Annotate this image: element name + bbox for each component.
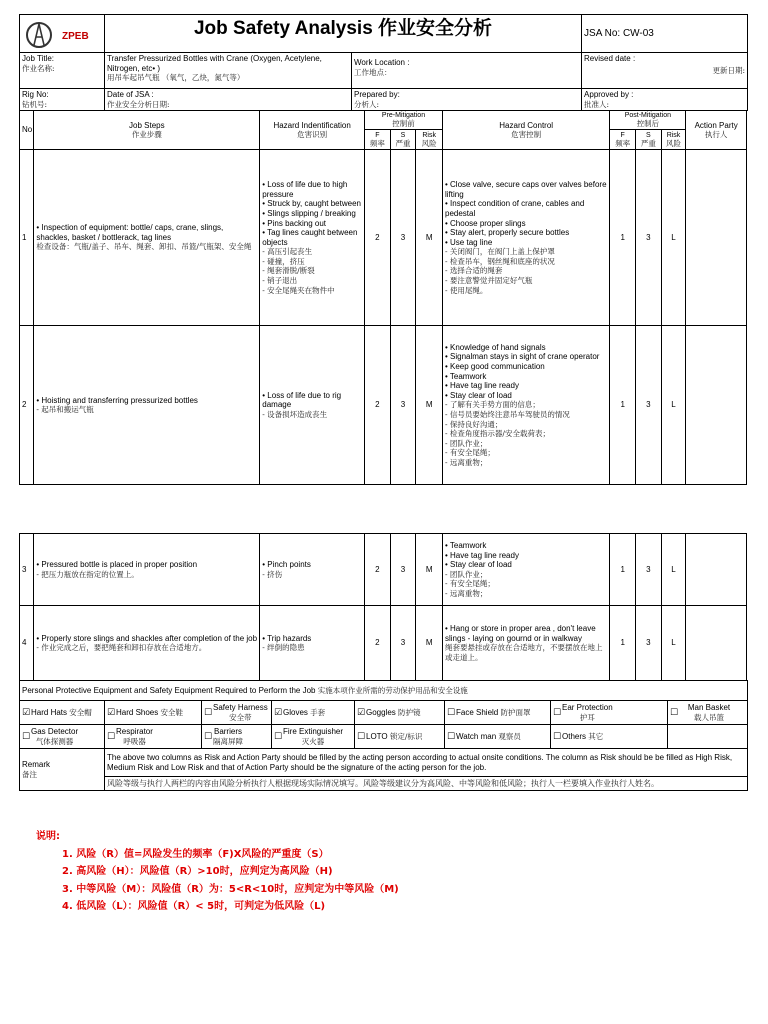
control-item: • Inspect condition of crane, cables and pedestal [445,199,585,218]
company-logo [22,19,100,49]
control-item: • Have tag line ready [445,381,519,391]
hazard-item: • Tag lines caught between objects [262,228,358,247]
hazard-item: • Slings slipping / breaking [262,208,356,218]
action-party-cell[interactable] [686,606,747,681]
ppe-item [445,725,551,749]
ppe-item [355,701,445,725]
checkbox-icon[interactable]: ☐ [553,730,562,741]
ppe-label-cn: 呼吸器 [123,736,146,746]
hazard-control-cell [443,606,610,681]
post-f-en: F [620,131,625,139]
control-item: • Signalman stays in sight of crane operator [445,352,600,362]
ppe-item [668,701,748,725]
job-step-cell [34,150,260,326]
pre-severity: 3 [390,326,416,485]
control-item: • Teamwork [445,371,487,381]
ppe-item [202,701,272,725]
logo-cell [20,15,105,53]
hazard-item-cn: - 高压引起丧生 [262,247,313,257]
col-hazard-control-header [443,111,610,150]
ppe-item [105,701,202,725]
col-job-steps-en: Job Steps [129,120,165,130]
pre-s-header [390,130,416,150]
pre-mitigation-cn: 控制前 [392,119,415,129]
pre-frequency: 2 [365,150,391,326]
pre-risk: M [416,606,443,681]
control-item-cn: - 选择合适的绳套 [445,266,503,276]
pre-risk-en: Risk [422,131,436,139]
post-severity: 3 [636,606,662,681]
ppe-item [20,725,105,749]
notes-section [36,828,399,916]
hazard-control-cell [443,534,610,606]
checkbox-icon[interactable]: ☐ [357,730,366,741]
checkbox-icon[interactable]: ☐ [204,706,213,717]
remark-row-cn [20,777,748,791]
table-row [20,150,747,326]
ppe-label-cn: 防护面罩 [500,707,531,717]
notes-title: 说明: [36,831,60,842]
table-row [20,326,747,485]
job-step-text: • Pressured bottle is placed in proper position [36,560,198,570]
job-step-cell [34,534,260,606]
col-hazard-id-header [260,111,365,150]
job-step-text-cn: - 起吊和搬运气瓶 [36,405,94,415]
ppe-item [272,725,355,749]
control-item-cn: - 远离重物； [445,457,488,467]
remark-row [20,749,748,777]
prepared-by-cell [352,89,582,111]
hazard-cell [260,150,365,326]
post-risk: L [661,326,686,485]
hazard-item-cn: - 设备损坏造成丧生 [262,409,328,419]
ppe-label: Hard Hats [31,707,68,717]
col-job-steps-cn: 作业步骤 [131,130,162,140]
rig-no-cell [20,89,105,111]
ppe-row-1 [20,701,748,725]
ppe-row-2 [20,725,748,749]
table-row [20,534,747,606]
ppe-label-cn: 安全带 [229,712,252,722]
ppe-label-cn: 防护镜 [398,707,421,717]
ppe-label: LOTO [366,731,388,741]
checkbox-icon[interactable]: ☐ [204,730,213,741]
post-risk-cn: 风险 [666,138,681,148]
ppe-label-cn: 安全鞋 [160,707,183,717]
note-item-1: 1. 风险（R）值=风险发生的频率（F)X风险的严重度（S） [62,848,329,860]
hazard-item: • Struck by, caught between [262,199,361,209]
control-item-cn: - 远离重物； [445,588,488,598]
date-of-jsa-label-cn: 作业安全分析日期: [107,99,170,109]
post-s-en: S [646,131,651,139]
control-item: • Have tag line ready [445,550,519,560]
date-of-jsa-cell [105,89,352,111]
action-party-cell[interactable] [686,534,747,606]
post-risk-header [661,130,686,150]
ppe-label-cn: 其它 [588,731,604,741]
post-risk: L [661,150,686,326]
checkbox-icon[interactable]: ☐ [274,730,283,741]
ppe-label: Gloves [283,707,308,717]
ppe-heading-en: Personal Protective Equipment and Safety Equipment Required to Perform the Job [22,685,316,695]
checkbox-icon[interactable]: ☑ [107,706,116,717]
prepared-by-label: Prepared by: [354,90,400,99]
col-job-steps-header [34,111,260,150]
pre-frequency: 2 [365,534,391,606]
control-item-cn: - 了解有关手势方面的信息； [445,400,540,410]
control-item-cn: - 使用尾绳。 [445,285,488,295]
col-no-header: No [20,111,34,150]
logo-text: ZPEB [62,30,89,42]
rig-no-label-cn: 钻机号: [22,99,48,109]
pre-risk-header [416,130,443,150]
analysis-table-part1 [19,110,747,485]
control-item-cn: - 检查吊车，钢丝绳和底座的状况 [445,256,555,266]
control-item-cn: - 有安全尾绳； [445,448,495,458]
ppe-label-wrap [116,727,153,746]
control-item: • Hang or store in proper area , don't leave slings - laying on gournd or in walkway [445,624,596,643]
col-hazard-id-cn: 危害识别 [297,130,328,140]
work-location-label: Work Location : [354,58,410,67]
job-title-value-cell [105,53,352,89]
post-severity: 3 [636,534,662,606]
ppe-item [355,725,445,749]
control-item: • Knowledge of hand signals [445,342,546,352]
pre-severity: 3 [390,150,416,326]
hazard-cell [260,534,365,606]
hazard-cell [260,326,365,485]
checkbox-icon[interactable]: ☑ [274,706,283,717]
ppe-label-wrap [562,703,613,722]
approved-by-label-cn: 批准人: [584,99,610,109]
control-item: • Stay clear of load [445,390,512,400]
hazard-item: • Pinch points [262,560,311,570]
remark-label-cell [20,749,105,791]
revised-date-label-cn: 更新日期: [712,65,746,75]
step-number: 2 [20,326,34,485]
hazard-item-cn: - 绊倒的隐患 [262,643,305,653]
col-action-party-cn: 执行人 [704,130,728,140]
revised-date-cell [582,53,748,89]
ppe-label-wrap [31,727,78,746]
control-item-cn: - 团队作业； [445,569,488,579]
post-s-cn: 严重 [640,138,656,148]
ppe-label: Face Shield [456,707,499,717]
step-number: 3 [20,534,34,606]
ppe-empty-cell [668,725,748,749]
table-row [20,606,747,681]
control-item: • Stay clear of load [445,560,512,570]
post-f-cn: 频率 [615,138,631,148]
approved-by-cell [582,89,748,111]
ppe-label-cn: 护耳 [579,712,595,722]
table-header-row-1 [20,111,747,130]
job-title-label-cn: 作业名称: [22,63,55,73]
prepared-by-label-cn: 分析人: [354,99,380,109]
control-item-cn: - 信号员要始终注意吊车驾驶员的情况 [445,409,570,419]
control-item-cn: - 保持良好沟通； [445,419,503,429]
ppe-label-cn: 灭火器 [301,736,325,746]
remark-text-cn: 风险等级与执行人两栏的内容由风险分析执行人根据现场实际情况填写。风险等级建议分为高风险、中等风险和低风险；执行人一栏要填入作业执行人姓名。 [105,777,748,791]
ppe-label-wrap [679,703,739,722]
pre-f-en: F [375,131,380,139]
hazard-item: • Loss of life due to rig damage [262,390,342,410]
control-item-cn: - 团队作业； [445,438,488,448]
hazard-item: • Trip hazards [262,633,312,643]
post-frequency: 1 [610,534,636,606]
revised-date-label: Revised date : [584,54,636,63]
job-step-cell [34,606,260,681]
pre-risk: M [416,534,443,606]
control-item-cn: - 关闭阀门，在阀门上盖上保护罩 [445,247,555,257]
post-s-header [636,130,662,150]
jsa-number: JSA No: CW-03 [582,15,748,53]
post-mitigation-cn: 控制后 [636,119,660,129]
hazard-item-cn: - 挤伤 [262,569,283,579]
control-item-cn: 绳套要悬挂或存放在合适地方，不要摆放在地上或走道上。 [445,643,603,662]
ppe-label-cn: 安全帽 [69,707,92,717]
hazard-item-cn: - 碰撞，挤压 [262,256,305,266]
post-risk: L [661,606,686,681]
post-severity: 3 [636,326,662,485]
pre-risk: M [416,326,443,485]
job-step-text: • Hoisting and transferring pressurized bottles [36,395,198,405]
ppe-label-cn: 观察员 [498,731,521,741]
col-pre-mitigation-header [365,111,443,130]
col-action-party-header [686,111,747,150]
ppe-label-cn: 锁定/标识 [389,731,423,741]
work-location-label-cn: 工作地点： [354,67,392,77]
col-hazard-control-en: Hazard Control [499,120,554,130]
control-item: • Close valve, secure caps over valves before lifting [445,180,607,199]
post-risk-en: Risk [666,131,681,139]
ppe-label: Barriers [213,727,242,737]
control-item: • Teamwork [445,540,487,550]
remark-text: The above two columns as Risk and Action Party should be filled by the acting person according to actual onsite conditions. The column as Risk should be be filled as High Risk, Medium Risk and Low Risk and that of Action Party should be the signature of the acting person for the job. [105,749,748,777]
col-post-mitigation-header [610,111,686,130]
hazard-item: • Pins backing out [262,218,326,228]
ppe-label: Ear Protection [562,703,613,713]
post-mitigation-en: Post-Mitigation [624,112,671,120]
job-title-label-cell [20,53,105,89]
job-title-value: Transfer Pressurized Bottles with Crane (Oxygen, Acetylene, Nitrogen, etc• ) [107,54,322,73]
approved-by-label: Approved by : [584,90,634,99]
note-item-4: 4. 低风险（L）：风险值（R）< 5时，可判定为低风险（L) [62,901,326,912]
ppe-item [20,701,105,725]
page-gap [19,485,747,533]
note-item-3: 3. 中等风险（M）：风险值（R）为：5<R<10时，应判定为中等风险（M) [62,883,399,895]
work-location-cell [352,53,582,89]
ppe-table [19,680,748,791]
control-item: • Keep good communication [445,362,545,372]
col-hazard-id-en: Hazard Indentification [273,120,351,130]
post-frequency: 1 [610,150,636,326]
job-step-text: • Inspection of equipment: bottle/ caps, crane, slings, shackles, basket / bottlerack, tag lines [36,223,224,242]
ppe-label: Fire Extinguisher [283,727,344,737]
post-severity: 3 [636,150,662,326]
hazard-control-cell [443,326,610,485]
ppe-label: Man Basket [687,703,731,713]
control-item-cn: - 有安全尾绳； [445,579,495,589]
control-item-cn: - 要注意警觉并固定好气瓶 [445,276,533,286]
hazard-item: • Loss of life due to high pressure [262,180,348,199]
ppe-label-cn: 隔离屏障 [213,736,243,746]
ppe-label-cn: 气体探测器 [35,736,74,746]
checkbox-icon[interactable]: ☐ [107,730,116,741]
control-item: • Stay alert, properly secure bottles [445,228,570,238]
job-title-label: Job Title: [22,54,55,63]
pre-s-cn: 严重 [395,138,411,148]
job-step-text: • Properly store slings and shackles after completion of the job [36,633,258,643]
pre-f-header [365,130,391,150]
checkbox-icon[interactable]: ☐ [447,730,456,741]
ppe-item [105,725,202,749]
step-number: 1 [20,150,34,326]
hazard-item-cn: - 销子退出 [262,276,298,286]
checkbox-icon[interactable]: ☐ [553,706,562,717]
pre-s-en: S [400,131,406,139]
note-item-2: 2. 高风险（H）：风险值（R）>10时，应判定为高风险（H) [62,866,333,877]
pre-severity: 3 [390,606,416,681]
pre-f-cn: 频率 [369,138,385,148]
ppe-item [202,725,272,749]
post-risk: L [661,534,686,606]
control-item-cn: - 检查角度指示器/安全载荷表； [445,429,550,439]
ppe-label-wrap [213,703,268,722]
analysis-table-part2 [19,533,747,681]
job-step-text-cn: 检查设备：气瓶/盖子、吊车、绳套、卸扣、吊篮/气瓶架、安全绳 [36,242,252,252]
job-step-text-cn: - 把压力瓶放在指定的位置上。 [36,569,139,579]
pre-risk-cn: 风险 [421,138,437,148]
post-f-header [610,130,636,150]
col-action-party-en: Action Party [694,120,738,130]
checkbox-icon[interactable]: ☑ [357,706,366,717]
date-of-jsa-label: Date of JSA : [107,90,154,99]
page-title: Job Safety Analysis 作业安全分析 [105,15,582,53]
hazard-cell [260,606,365,681]
post-frequency: 1 [610,606,636,681]
ppe-label: Gas Detector [31,727,79,737]
step-number: 4 [20,606,34,681]
jsa-form [19,14,747,791]
pre-mitigation-en: Pre-Mitigation [381,112,426,120]
rig-no-label: Rig No: [22,90,49,99]
post-frequency: 1 [610,326,636,485]
ppe-label-wrap [213,727,243,746]
pre-frequency: 2 [365,326,391,485]
ppe-label: Others [562,731,587,741]
col-hazard-control-cn: 危害控制 [511,130,542,140]
ppe-label: Goggles [366,707,396,717]
ppe-label-wrap [283,727,343,746]
control-item: • Use tag line [445,237,493,247]
ppe-heading [20,681,748,701]
checkbox-icon[interactable]: ☐ [670,706,679,717]
ppe-label: Safety Harness [213,703,268,713]
ppe-label-cn: 手套 [310,707,326,717]
action-party-cell[interactable] [686,326,747,485]
header-table [19,14,748,111]
pre-risk: M [416,150,443,326]
hazard-item-cn: - 安全尾绳夹在物件中 [262,285,335,295]
hazard-control-cell [443,150,610,326]
remark-label: Remark [22,760,51,770]
job-title-value-cn: 用吊车起吊气瓶 （氧气，乙炔，氮气等） [107,73,245,83]
ppe-heading-cn: 实施本项作业所需的劳动保护用品和安全设施 [317,685,468,695]
ppe-item [445,701,551,725]
action-party-cell[interactable] [686,150,747,326]
ppe-item [551,725,668,749]
checkbox-icon[interactable]: ☐ [22,730,31,741]
job-step-text-cn: - 作业完成之后，要把绳套和卸扣存放在合适地方。 [36,643,207,653]
ppe-label: Hard Shoes [116,707,159,717]
ppe-label: Respirator [116,727,153,737]
checkbox-icon[interactable]: ☑ [22,706,31,717]
ppe-label: Watch man [456,731,497,741]
remark-label-cn: 备注 [22,769,37,779]
pre-frequency: 2 [365,606,391,681]
control-item: • Choose proper slings [445,218,526,228]
ppe-label-cn: 载人吊篮 [694,712,724,722]
ppe-item [272,701,355,725]
pre-severity: 3 [390,534,416,606]
checkbox-icon[interactable]: ☐ [447,706,456,717]
hazard-item-cn: - 绳套滑脱/断裂 [262,266,315,276]
ppe-item [551,701,668,725]
derrick-icon [26,21,62,49]
job-step-cell [34,326,260,485]
